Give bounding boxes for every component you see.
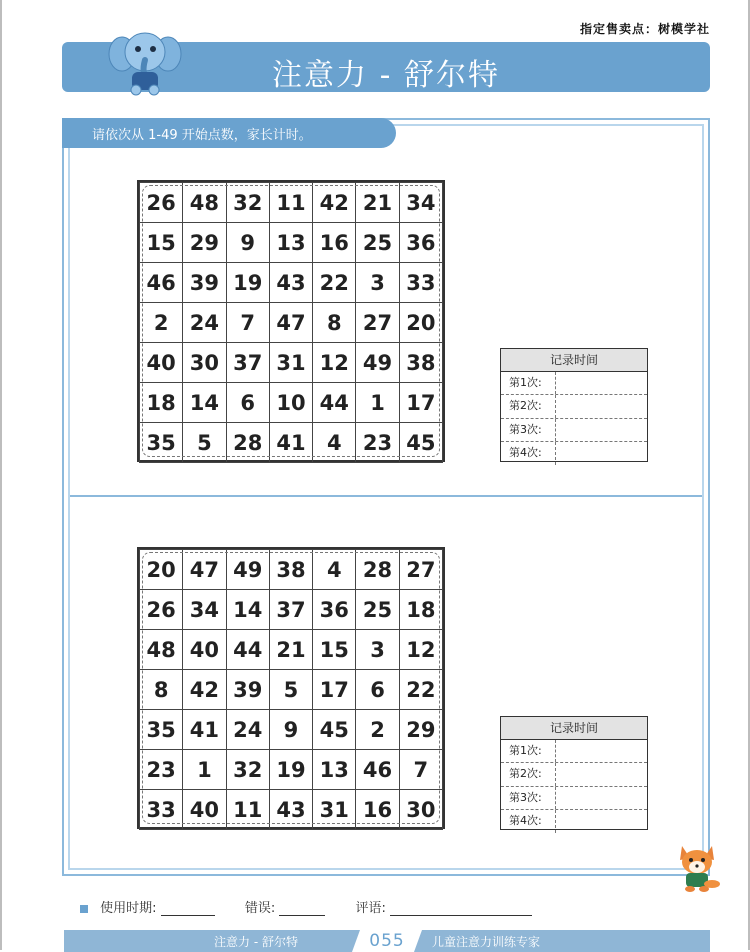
record-row[interactable] <box>501 763 647 786</box>
number-cell[interactable]: 30 <box>183 343 226 383</box>
number-cell[interactable]: 22 <box>399 670 442 710</box>
number-cell[interactable]: 43 <box>269 790 312 830</box>
number-cell[interactable]: 5 <box>183 423 226 463</box>
number-cell[interactable]: 49 <box>356 343 399 383</box>
record-row-label: 第4次: <box>509 814 542 828</box>
number-cell[interactable]: 47 <box>183 550 226 590</box>
record-row[interactable] <box>501 810 647 832</box>
bottom-bar-title: 注意力 - 舒尔特 <box>214 935 298 949</box>
number-cell[interactable]: 15 <box>140 223 183 263</box>
number-cell[interactable]: 5 <box>269 670 312 710</box>
number-cell[interactable]: 32 <box>226 750 269 790</box>
number-cell[interactable]: 28 <box>226 423 269 463</box>
number-cell[interactable]: 40 <box>140 343 183 383</box>
number-cell[interactable]: 20 <box>399 303 442 343</box>
number-cell[interactable]: 35 <box>140 423 183 463</box>
number-cell[interactable]: 10 <box>269 383 312 423</box>
page-left-edge <box>0 0 2 950</box>
record-row-label: 第4次: <box>509 446 542 460</box>
number-cell[interactable]: 14 <box>183 383 226 423</box>
section-divider <box>70 495 702 497</box>
number-cell[interactable]: 44 <box>226 630 269 670</box>
grid-row <box>140 223 443 263</box>
number-cell[interactable]: 4 <box>313 550 356 590</box>
footer-info <box>80 897 532 916</box>
number-cell[interactable]: 1 <box>356 383 399 423</box>
bottom-bar <box>64 930 710 952</box>
number-cell[interactable]: 11 <box>269 183 312 223</box>
number-cell[interactable]: 4 <box>313 423 356 463</box>
number-cell[interactable]: 20 <box>140 550 183 590</box>
number-cell[interactable]: 3 <box>356 263 399 303</box>
grid-row <box>140 710 443 750</box>
number-cell[interactable]: 31 <box>269 343 312 383</box>
number-cell[interactable]: 29 <box>183 223 226 263</box>
number-cell[interactable]: 19 <box>269 750 312 790</box>
number-cell[interactable]: 18 <box>399 590 442 630</box>
record-row[interactable] <box>501 740 647 763</box>
number-cell[interactable]: 49 <box>226 550 269 590</box>
number-cell[interactable]: 8 <box>313 303 356 343</box>
grid-row <box>140 670 443 710</box>
number-cell[interactable]: 9 <box>269 710 312 750</box>
schulte-grid-2 <box>137 547 445 829</box>
number-cell[interactable]: 29 <box>399 710 442 750</box>
grid-row <box>140 183 443 223</box>
number-cell[interactable]: 32 <box>226 183 269 223</box>
number-cell[interactable]: 13 <box>269 223 312 263</box>
number-cell[interactable]: 17 <box>399 383 442 423</box>
number-cell[interactable]: 36 <box>399 223 442 263</box>
number-cell[interactable]: 11 <box>226 790 269 830</box>
number-cell[interactable]: 37 <box>226 343 269 383</box>
record-row[interactable] <box>501 395 647 418</box>
record-row-label: 第1次: <box>509 376 542 389</box>
number-cell[interactable]: 37 <box>269 590 312 630</box>
number-cell[interactable]: 25 <box>356 590 399 630</box>
number-cell[interactable]: 2 <box>140 303 183 343</box>
number-cell[interactable]: 12 <box>399 630 442 670</box>
grid-row <box>140 590 443 630</box>
record-time-box-2 <box>500 716 648 830</box>
number-cell[interactable]: 31 <box>313 790 356 830</box>
number-cell[interactable]: 22 <box>313 263 356 303</box>
number-cell[interactable]: 41 <box>183 710 226 750</box>
grid-row <box>140 343 443 383</box>
number-cell[interactable]: 34 <box>399 183 442 223</box>
number-cell[interactable]: 8 <box>140 670 183 710</box>
number-cell[interactable]: 38 <box>269 550 312 590</box>
number-cell[interactable]: 39 <box>183 263 226 303</box>
number-cell[interactable]: 16 <box>356 790 399 830</box>
number-cell[interactable]: 46 <box>356 750 399 790</box>
number-cell[interactable]: 27 <box>356 303 399 343</box>
grid-row <box>140 423 443 463</box>
number-cell[interactable]: 45 <box>399 423 442 463</box>
error-field[interactable] <box>279 903 325 916</box>
number-cell[interactable]: 44 <box>313 383 356 423</box>
number-cell[interactable]: 17 <box>313 670 356 710</box>
number-cell[interactable]: 45 <box>313 710 356 750</box>
number-cell[interactable]: 35 <box>140 710 183 750</box>
number-cell[interactable]: 40 <box>183 630 226 670</box>
record-row[interactable] <box>501 372 647 395</box>
number-cell[interactable]: 9 <box>226 223 269 263</box>
number-cell[interactable]: 18 <box>140 383 183 423</box>
error-label: 错误: <box>244 901 276 916</box>
grid-row <box>140 750 443 790</box>
number-cell[interactable]: 43 <box>269 263 312 303</box>
number-cell[interactable]: 41 <box>269 423 312 463</box>
record-title: 记录时间 <box>501 349 647 372</box>
grid-row <box>140 630 443 670</box>
number-cell[interactable]: 1 <box>183 750 226 790</box>
number-cell[interactable]: 33 <box>399 263 442 303</box>
schulte-grid-1 <box>137 180 445 462</box>
number-cell[interactable]: 15 <box>313 630 356 670</box>
grid-row <box>140 303 443 343</box>
number-cell[interactable]: 24 <box>183 303 226 343</box>
number-cell[interactable]: 25 <box>356 223 399 263</box>
number-cell[interactable]: 42 <box>313 183 356 223</box>
number-cell[interactable]: 21 <box>356 183 399 223</box>
grid-row <box>140 550 443 590</box>
number-cell[interactable]: 2 <box>356 710 399 750</box>
record-row-label: 第2次: <box>509 767 542 781</box>
grid-row <box>140 383 443 423</box>
fox-mascot-icon <box>672 840 722 894</box>
elephant-mascot-icon <box>108 24 182 96</box>
record-title: 记录时间 <box>501 717 647 740</box>
number-cell[interactable]: 26 <box>140 590 183 630</box>
grid-row <box>140 263 443 303</box>
number-cell[interactable]: 7 <box>226 303 269 343</box>
grid-row <box>140 790 443 830</box>
seller-note: 指定售卖点：树模学社 <box>579 22 710 36</box>
record-row[interactable] <box>501 442 647 464</box>
number-cell[interactable]: 24 <box>226 710 269 750</box>
number-cell[interactable]: 40 <box>183 790 226 830</box>
record-row[interactable] <box>501 419 647 442</box>
bullet-square-icon <box>80 905 88 913</box>
number-cell[interactable]: 48 <box>183 183 226 223</box>
number-cell[interactable]: 27 <box>399 550 442 590</box>
number-cell[interactable]: 16 <box>313 223 356 263</box>
record-row[interactable] <box>501 787 647 810</box>
number-cell[interactable]: 23 <box>140 750 183 790</box>
number-cell[interactable]: 14 <box>226 590 269 630</box>
number-cell[interactable]: 33 <box>140 790 183 830</box>
number-cell[interactable]: 21 <box>269 630 312 670</box>
number-cell[interactable]: 19 <box>226 263 269 303</box>
number-cell[interactable]: 23 <box>356 423 399 463</box>
instruction-banner <box>62 118 396 148</box>
schulte-table-2 <box>139 549 443 830</box>
number-cell[interactable]: 39 <box>226 670 269 710</box>
comment-label: 评语: <box>355 901 386 916</box>
number-cell[interactable]: 6 <box>356 670 399 710</box>
usage-date-field[interactable] <box>161 903 215 916</box>
record-row-label: 第3次: <box>509 790 542 804</box>
schulte-table-1 <box>139 182 443 463</box>
number-cell[interactable]: 46 <box>140 263 183 303</box>
number-cell[interactable]: 30 <box>399 790 442 830</box>
number-cell[interactable]: 3 <box>356 630 399 670</box>
comment-field[interactable] <box>390 903 532 916</box>
number-cell[interactable]: 28 <box>356 550 399 590</box>
bottom-bar-slogan: 儿童注意力训练专家 <box>432 935 541 949</box>
record-row-label: 第2次: <box>509 399 542 413</box>
usage-date-label: 使用时期: <box>100 901 157 916</box>
number-cell[interactable]: 48 <box>140 630 183 670</box>
number-cell[interactable]: 38 <box>399 343 442 383</box>
number-cell[interactable]: 36 <box>313 590 356 630</box>
number-cell[interactable]: 26 <box>140 183 183 223</box>
number-cell[interactable]: 34 <box>183 590 226 630</box>
number-cell[interactable]: 13 <box>313 750 356 790</box>
record-row-label: 第1次: <box>509 744 542 757</box>
number-cell[interactable]: 12 <box>313 343 356 383</box>
record-time-box-1 <box>500 348 648 462</box>
instruction-text: 请依次从 1-49 开始点数，家长计时。 <box>92 128 312 143</box>
number-cell[interactable]: 47 <box>269 303 312 343</box>
page-title: 注意力 - 舒尔特 <box>272 58 500 93</box>
number-cell[interactable]: 7 <box>399 750 442 790</box>
number-cell[interactable]: 42 <box>183 670 226 710</box>
page-number: 055 <box>369 931 405 951</box>
record-row-label: 第3次: <box>509 422 542 436</box>
number-cell[interactable]: 6 <box>226 383 269 423</box>
